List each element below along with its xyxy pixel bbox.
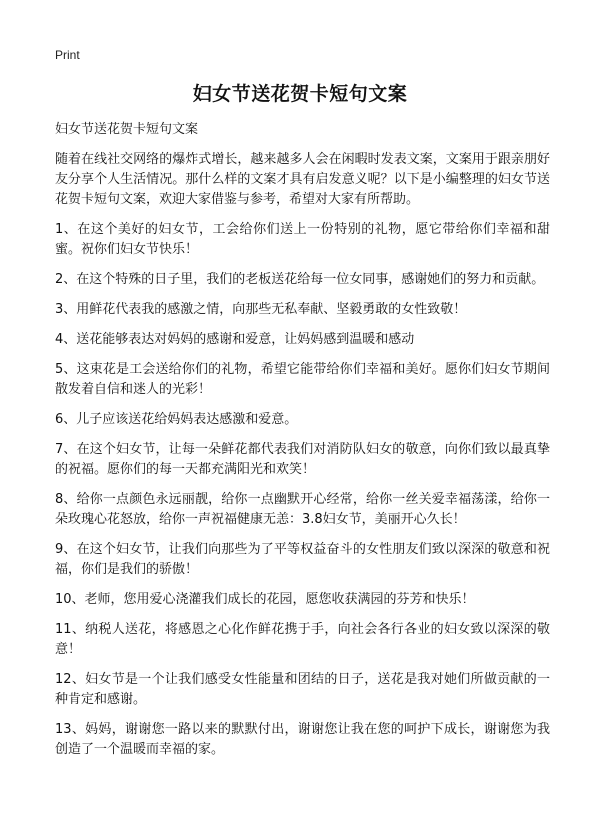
intro-paragraph: 随着在线社交网络的爆炸式增长，越来越多人会在闲暇时发表文案，文案用于跟亲朋好友分享个人生活情况。那什么样的文案才具有启发意义呢？以下是小编整理的妇女节送花贺卡短句文案，欢迎大家借鉴与参考，希望对大家有所帮助。 <box>55 152 550 207</box>
print-link[interactable]: Print <box>55 48 80 62</box>
list-item: 13、妈妈，谢谢您一路以来的默默付出，谢谢您让我在您的呵护下成长，谢谢您为我创造了一个温暖而幸福的家。 <box>55 722 550 757</box>
article-body <box>55 120 550 770</box>
list-item: 12、妇女节是一个让我们感受女性能量和团结的日子，送花是我对她们所做贡献的一种肯定和感谢。 <box>55 672 550 707</box>
list-item: 8、给你一点颜色永远丽靓，给你一点幽默开心经常，给你一丝关爱幸福荡漾，给你一朵玫瑰心花怒放，给你一声祝福健康无恙：3.8妇女节，美丽开心久长！ <box>55 492 550 527</box>
list-item: 5、这束花是工会送给你们的礼物，希望它能带给你们幸福和美好。愿你们妇女节期间散发着自信和迷人的光彩！ <box>55 362 550 397</box>
page-title: 妇女节送花贺卡短句文案 <box>192 83 408 105</box>
article-subtitle: 妇女节送花贺卡短句文案 <box>55 122 199 137</box>
list-item: 3、用鲜花代表我的感激之情，向那些无私奉献、坚毅勇敢的女性致敬！ <box>55 302 467 317</box>
list-item: 1、在这个美好的妇女节，工会给你们送上一份特别的礼物，愿它带给你们幸福和甜蜜。祝你们妇女节快乐！ <box>55 222 550 257</box>
list-item: 4、送花能够表达对妈妈的感谢和爱意，让妈妈感到温暖和感动 <box>55 332 415 347</box>
list-item: 11、纳税人送花，将感恩之心化作鲜花携于手，向社会各行各业的妇女致以深深的敬意！ <box>55 622 550 657</box>
list-item: 2、在这个特殊的日子里，我们的老板送花给每一位女同事，感谢她们的努力和贡献。 <box>55 272 545 287</box>
list-item: 9、在这个妇女节，让我们向那些为了平等权益奋斗的女性朋友们致以深深的敬意和祝福，你们是我们的骄傲！ <box>55 542 550 577</box>
list-item: 6、儿子应该送花给妈妈表达感激和爱意。 <box>55 412 298 427</box>
list-item: 10、老师，您用爱心浇灌我们成长的花园，愿您收获满园的芬芳和快乐！ <box>55 592 475 607</box>
list-item: 7、在这个妇女节，让每一朵鲜花都代表我们对消防队妇女的敬意，向你们致以最真挚的祝福。愿你们的每一天都充满阳光和欢笑！ <box>55 442 550 477</box>
